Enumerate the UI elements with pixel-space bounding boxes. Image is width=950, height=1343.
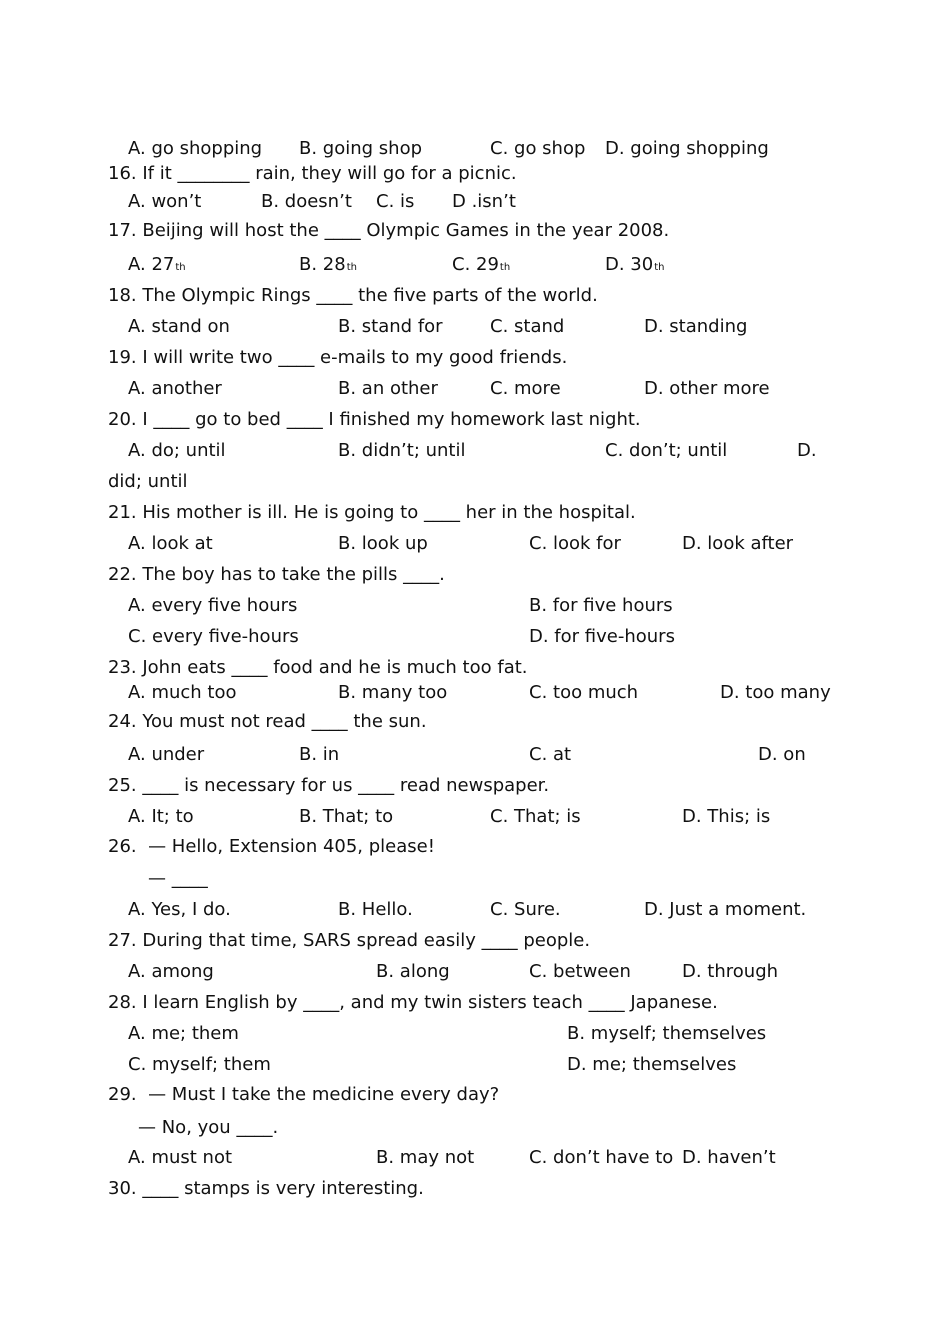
text-line [108,1180,424,1198]
line-text: D. too many [720,682,831,703]
text-line [644,901,806,919]
text-line [108,713,427,731]
text-line [682,535,793,553]
text-line [758,746,806,764]
line-text: C. myself; them [128,1054,271,1075]
line-text: D .isn’t [452,191,516,212]
text-line [797,442,817,460]
line-text: 18. The Olympic Rings ____ the five parts of the world. [108,285,598,306]
line-text: C. Sure. [490,899,561,920]
line-text: D. standing [644,316,748,337]
text-line [108,994,718,1012]
line-text: D. going shopping [605,138,769,159]
text-line [376,193,414,211]
text-line [108,165,517,183]
ordinal-suffix: th [346,262,357,273]
line-text: C. between [529,961,631,982]
line-text: — ____ [148,868,208,889]
line-text: B. Hello. [338,899,413,920]
line-text: D. Just a moment. [644,899,807,920]
line-text: C. That; is [490,806,581,827]
text-line [490,901,561,919]
line-text: B. look up [338,533,428,554]
text-line [128,597,297,615]
text-line [108,777,549,795]
line-text: B. for five hours [529,595,673,616]
line-text: 16. If it ________ rain, they will go for a picnic. [108,163,517,184]
text-line [128,963,214,981]
text-line [605,442,727,460]
text-line [128,193,201,211]
text-line [338,901,413,919]
text-line [108,504,636,522]
text-line [138,1119,278,1137]
line-text: C. go shop [490,138,586,159]
line-text: B. an other [338,378,438,399]
text-line [128,318,230,336]
text-line [128,746,204,764]
text-line [529,597,673,615]
text-line [682,808,770,826]
text-line [128,1149,232,1167]
line-text: 19. I will write two ____ e-mails to my good friends. [108,347,568,368]
line-text: C. don’t have to [529,1147,674,1168]
text-line [529,963,631,981]
text-line [261,193,352,211]
text-line [644,380,770,398]
line-text: 22. The boy has to take the pills ____. [108,564,445,585]
text-line [108,349,567,367]
line-text: 20. I ____ go to bed ____ I finished my homework last night. [108,409,641,430]
line-text: A. every five hours [128,595,298,616]
line-text: A. under [128,744,205,765]
line-text: B. 28 [299,254,346,275]
line-text: D. 30 [605,254,654,275]
text-line [128,684,237,702]
text-line [490,318,564,336]
line-text: B. going shop [299,138,423,159]
line-text: 29. — Must I take the medicine every day? [108,1084,500,1105]
text-line [299,140,422,158]
text-line [490,140,585,158]
line-text: D. through [682,961,779,982]
line-text: 25. ____ is necessary for us ____ read newspaper. [108,775,550,796]
line-text: B. in [299,744,340,765]
text-line [529,684,638,702]
text-line [299,256,357,274]
text-line [108,932,590,950]
text-line [128,256,186,274]
text-line [338,380,438,398]
text-line [128,1056,271,1074]
line-text: B. didn’t; until [338,440,466,461]
line-text: 28. I learn English by ____, and my twin sisters teach ____ Japanese. [108,992,718,1013]
text-line [108,1086,499,1104]
text-line [299,746,339,764]
text-line [529,628,675,646]
text-line [338,318,443,336]
text-line [682,1149,776,1167]
line-text: 21. His mother is ill. He is going to ____ her in the hospital. [108,502,636,523]
line-text: 27. During that time, SARS spread easily ____ people. [108,930,591,951]
text-line [490,380,561,398]
text-line [108,411,641,429]
text-line [644,318,747,336]
line-text: A. do; until [128,440,226,461]
line-text: B. myself; themselves [567,1023,767,1044]
line-text: A. stand on [128,316,230,337]
text-line [108,659,528,677]
line-text: A. among [128,961,214,982]
line-text: A. go shopping [128,138,263,159]
text-line [376,1149,474,1167]
line-text: C. every five-hours [128,626,299,647]
text-line [529,1149,673,1167]
text-line [720,684,831,702]
text-line [128,442,226,460]
line-text: A. look at [128,533,213,554]
text-line [338,535,428,553]
line-text: A. won’t [128,191,202,212]
text-line [108,838,435,856]
line-text: B. may not [376,1147,475,1168]
line-text: A. Yes, I do. [128,899,231,920]
line-text: C. more [490,378,561,399]
line-text: D. haven’t [682,1147,776,1168]
text-line [529,535,621,553]
line-text: C. look for [529,533,621,554]
text-line [128,140,262,158]
line-text: B. That; to [299,806,394,827]
line-text: A. It; to [128,806,194,827]
text-line [452,256,510,274]
line-text: D. other more [644,378,770,399]
text-line [128,808,194,826]
text-line [148,870,208,888]
line-text: B. many too [338,682,448,703]
line-text: C. don’t; until [605,440,728,461]
line-text: A. 27 [128,254,175,275]
line-text: 30. ____ stamps is very interesting. [108,1178,424,1199]
line-text: 24. You must not read ____ the sun. [108,711,427,732]
line-text: 23. John eats ____ food and he is much too fat. [108,657,528,678]
line-text: D. on [758,744,806,765]
text-line [128,628,299,646]
line-text: B. along [376,961,450,982]
line-text: C. at [529,744,572,765]
text-line [338,684,447,702]
line-text: A. me; them [128,1023,239,1044]
line-text: B. doesn’t [261,191,352,212]
text-line [108,222,669,240]
text-line [128,535,213,553]
line-text: C. stand [490,316,565,337]
text-line [605,140,769,158]
text-line [567,1056,736,1074]
line-text: D. me; themselves [567,1054,737,1075]
text-line [529,746,571,764]
line-text: C. 29 [452,254,499,275]
ordinal-suffix: th [654,262,665,273]
text-line [128,901,231,919]
text-line [108,287,598,305]
line-text: D. This; is [682,806,771,827]
line-text: A. another [128,378,222,399]
text-line [108,473,188,491]
line-text: A. must not [128,1147,233,1168]
ordinal-suffix: th [175,262,186,273]
ordinal-suffix: th [499,262,511,273]
line-text: 26. — Hello, Extension 405, please! [108,836,435,857]
line-text: 17. Beijing will host the ____ Olympic Games in the year 2008. [108,220,670,241]
text-line [605,256,664,274]
text-line [299,808,393,826]
line-text: C. too much [529,682,639,703]
line-text: — No, you ____. [138,1117,279,1138]
text-line [376,963,450,981]
text-line [338,442,466,460]
text-line [128,380,222,398]
text-line [452,193,516,211]
text-line [108,566,445,584]
line-text: A. much too [128,682,237,703]
line-text: did; until [108,471,188,492]
text-line [567,1025,766,1043]
line-text: D. for five-hours [529,626,675,647]
line-text: D. look after [682,533,794,554]
line-text: B. stand for [338,316,443,337]
text-line [682,963,778,981]
text-line [490,808,581,826]
line-text: C. is [376,191,415,212]
line-text: D. [797,440,817,461]
text-line [128,1025,239,1043]
